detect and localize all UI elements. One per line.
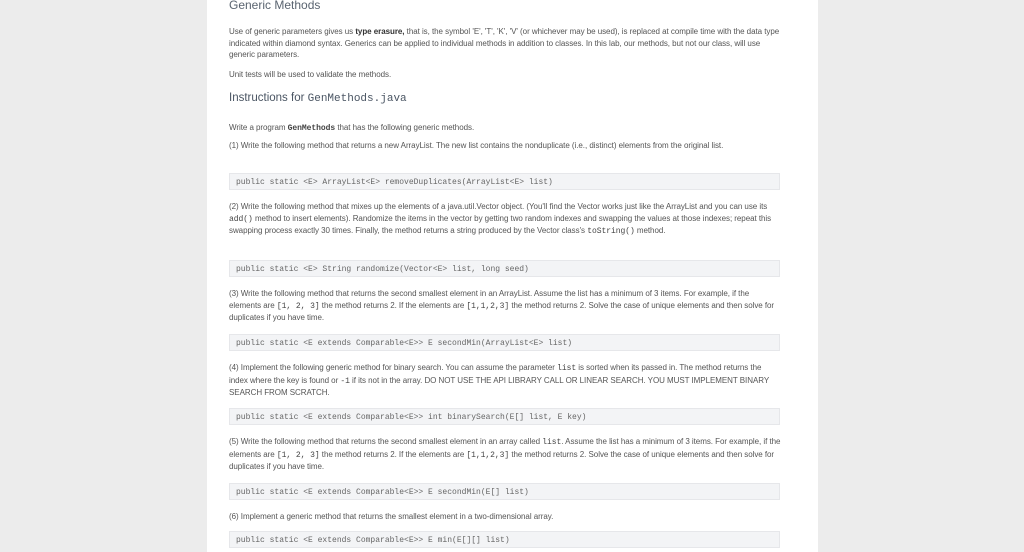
item-1-text: (1) Write the following method that returns a new ArrayList. The new list contains the nonduplicate (i.e., distinct) elements from the original list.: [229, 141, 724, 150]
item-4-code-inline-2: -1: [340, 376, 350, 386]
class-name: GenMethods: [287, 124, 336, 133]
item-5-code-inline-3: [1,1,2,3]: [466, 450, 510, 460]
write-program-b: that has the following generic methods.: [335, 123, 475, 132]
write-program-paragraph: [229, 122, 782, 135]
item-2-text-a: (2) Write the following method that mixes up the elements of a java.util.Vector object. (You'll find the Vector works just like the ArrayList and you can use its: [229, 202, 768, 211]
intro-paragraph: [229, 26, 782, 61]
item-1-code: public static <E> ArrayList<E> removeDuplicates(ArrayList<E> list): [229, 173, 780, 190]
section-title: Generic Methods: [229, 0, 321, 12]
item-3-text-c: the method returns 2. Solve the case of unique elements and then solve for duplicates if you have time.: [229, 300, 775, 323]
item-2-code-inline-2: toString(): [587, 227, 635, 237]
instructions-heading-prefix: Instructions for: [229, 92, 308, 104]
item-6-code: public static <E extends Comparable<E>> E min(E[][] list): [229, 531, 780, 548]
item-2-code: public static <E> String randomize(Vector<E> list, long seed): [229, 260, 780, 277]
item-5-text-c: the method returns 2. If the elements are: [319, 449, 467, 459]
unit-tests-note: Unit tests will be used to validate the methods.: [229, 70, 392, 79]
item-3-text-b: the method returns 2. If the elements are: [319, 300, 467, 310]
item-5-text: [229, 436, 782, 473]
item-4-text-c: if its not in the array. DO NOT USE THE API LIBRARY CALL OR LINEAR SEARCH. YOU MUST IMPLEMENT BINARY SEARCH FROM SCRATCH.: [229, 375, 769, 398]
item-3-code: public static <E extends Comparable<E>> E secondMin(ArrayList<E> list): [229, 334, 780, 351]
instructions-heading: [229, 92, 407, 105]
intro-text-b: that is, the symbol 'E', 'T', 'K', 'V' (or whichever may be used), is replaced at compile time with the data type indicated within diamond syntax. Generics can be applied to individual methods in addition to classes. In this lab, our methods, but not our class, will use generic parameters.: [229, 27, 780, 60]
item-3-text-a: (3) Write the following method that returns the second smallest element in an ArrayList. Assume the list has a minimum of 3 items. For example, if the elements are: [229, 289, 750, 310]
item-4-text: [229, 362, 782, 399]
item-5-text-d: the method returns 2. Solve the case of unique elements and then solve for duplicates if you have time.: [229, 449, 775, 472]
item-2-code-inline-1: add(): [229, 214, 253, 224]
item-6-text: (6) Implement a generic method that returns the smallest element in a two-dimensional array.: [229, 512, 554, 521]
item-5-code-inline-2: [1, 2, 3]: [276, 450, 320, 460]
item-4-text-b: is sorted when its passed in. The method returns the index where the key is found or: [229, 363, 762, 385]
item-2-text-b: method to insert elements). Randomize the items in the vector by getting two random indexes and swapping the values at those indexes; repeat this swapping process exactly 30 times. Finally, the method returns a string produced by the Vector class's: [229, 213, 772, 236]
item-4-code: public static <E extends Comparable<E>> int binarySearch(E[] list, E key): [229, 408, 780, 425]
intro-bold-term: type erasure,: [355, 27, 405, 36]
item-4-code-inline-1: list: [557, 364, 577, 373]
item-5-code: public static <E extends Comparable<E>> E secondMin(E[] list): [229, 483, 780, 500]
content-page: [207, 0, 818, 552]
item-5-text-b: . Assume the list has a minimum of 3 items. For example, if the elements are: [229, 437, 781, 459]
intro-text-a: Use of generic parameters gives us: [229, 27, 356, 36]
item-5-text-a: (5) Write the following method that returns the second smallest element in an array called: [229, 437, 543, 446]
item-3-text: [229, 288, 782, 324]
item-3-code-inline-1: [1, 2, 3]: [276, 301, 320, 311]
item-2-text-c: method.: [634, 226, 666, 236]
item-5-code-inline-1: list: [542, 438, 562, 447]
write-program-a: Write a program: [229, 123, 288, 132]
item-3-code-inline-2: [1,1,2,3]: [466, 301, 510, 311]
item-2-text: [229, 201, 782, 238]
item-4-text-a: (4) Implement the following generic method for binary search. You can assume the parameter: [229, 363, 558, 372]
instructions-heading-file: GenMethods.java: [307, 93, 407, 105]
